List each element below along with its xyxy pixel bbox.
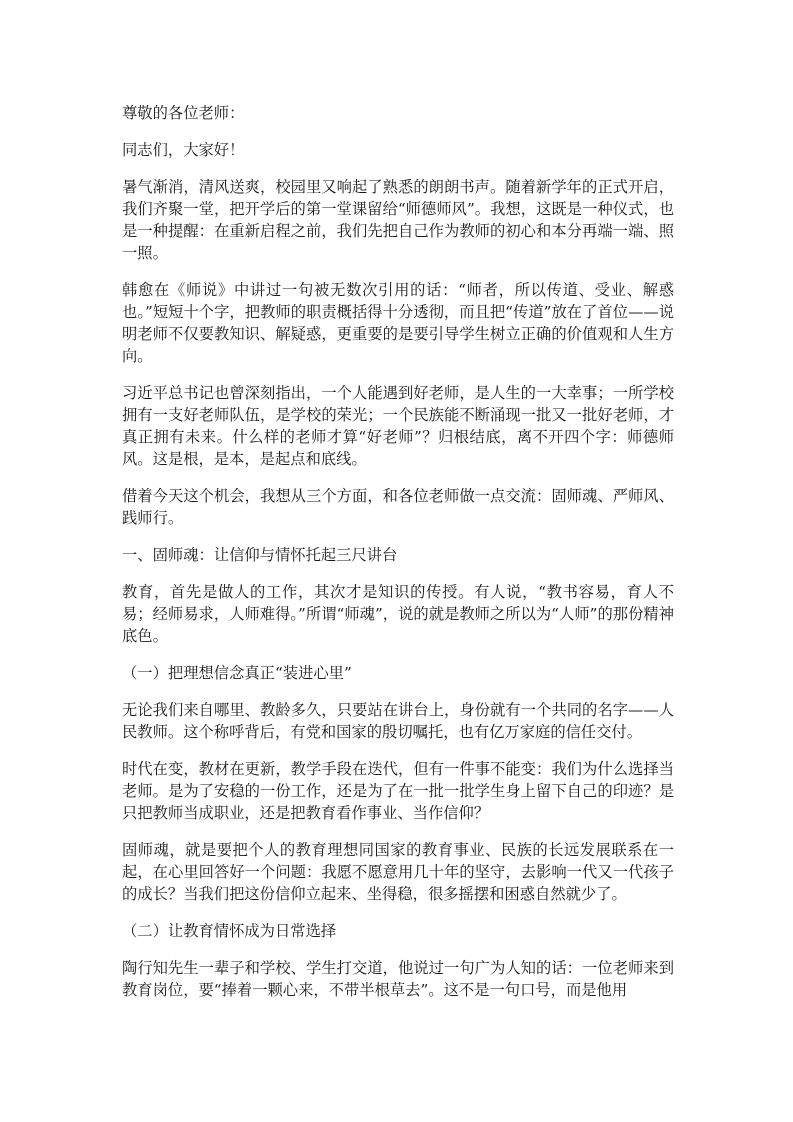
section-heading: 一、固师魂：让信仰与情怀托起三尺讲台 (122, 546, 398, 564)
greeting: 同志们，大家好！ (122, 141, 245, 159)
subsection-heading: （一）把理想信念真正“装进心里” (122, 664, 352, 682)
paragraph: 暑气渐消，清风送爽，校园里又响起了熟悉的朗朗书声。随着新学年的正式开启，我们齐聚一堂，把开学后的第一堂课留给“师德师风”。我想，这既是一种仪式，也是一种提醒：在重新启程之前，我们先把自己作为教师的初心和本分再端一端、照一照。 (122, 178, 674, 262)
subsection-heading: （二）让教育情怀成为日常选择 (122, 922, 337, 940)
salutation: 尊敬的各位老师： (122, 104, 245, 122)
paragraph: 习近平总书记也曾深刻指出，一个人能遇到好老师，是人生的一大幸事；一所学校拥有一支好老师队伍，是学校的荣光；一个民族能不断涌现一批又一批好老师，才真正拥有未来。什么样的老师才算“好老师”？归根结底，离不开四个字：师德师风。这是根，是本，是起点和底线。 (122, 384, 674, 468)
paragraph: 固师魂，就是要把个人的教育理想同国家的教育事业、民族的长远发展联系在一起，在心里回答好一个问题：我愿不愿意用几十年的坚守，去影响一代又一代孩子的成长？当我们把这份信仰立起来、坐得稳，很多摇摆和困惑自然就少了。 (122, 841, 674, 903)
paragraph: 时代在变，教材在更新，教学手段在迭代，但有一件事不能变：我们为什么选择当老师。是为了安稳的一份工作，还是为了在一批一批学生身上留下自己的印迹？是只把教师当成职业，还是把教育看作事业、当作信仰？ (122, 760, 674, 822)
document-page (122, 102, 674, 1016)
paragraph: 陶行知先生一辈子和学校、学生打交道，他说过一句广为人知的话：一位老师来到教育岗位，要“捧着一颗心来，不带半根草去”。这不是一句口号，而是他用 (122, 959, 674, 999)
paragraph: 教育，首先是做人的工作，其次才是知识的传授。有人说，“教书容易，育人不易；经师易求，人师难得。”所谓“师魂”，说的就是教师之所以为“人师”的那份精神底色。 (122, 583, 674, 645)
paragraph: 韩愈在《师说》中讲过一句被无数次引用的话：“师者，所以传道、受业、解惑也。”短短十个字，把教师的职责概括得十分透彻，而且把“传道”放在了首位——说明老师不仅要教知识、解疑惑，更重要的是要引导学生树立正确的价值观和人生方向。 (122, 281, 674, 365)
paragraph: 借着今天这个机会，我想从三个方面，和各位老师做一点交流：固师魂、严师风、践师行。 (122, 487, 674, 527)
paragraph: 无论我们来自哪里、教龄多久，只要站在讲台上，身份就有一个共同的名字——人民教师。这个称呼背后，有党和国家的殷切嘱托，也有亿万家庭的信任交付。 (122, 701, 674, 741)
